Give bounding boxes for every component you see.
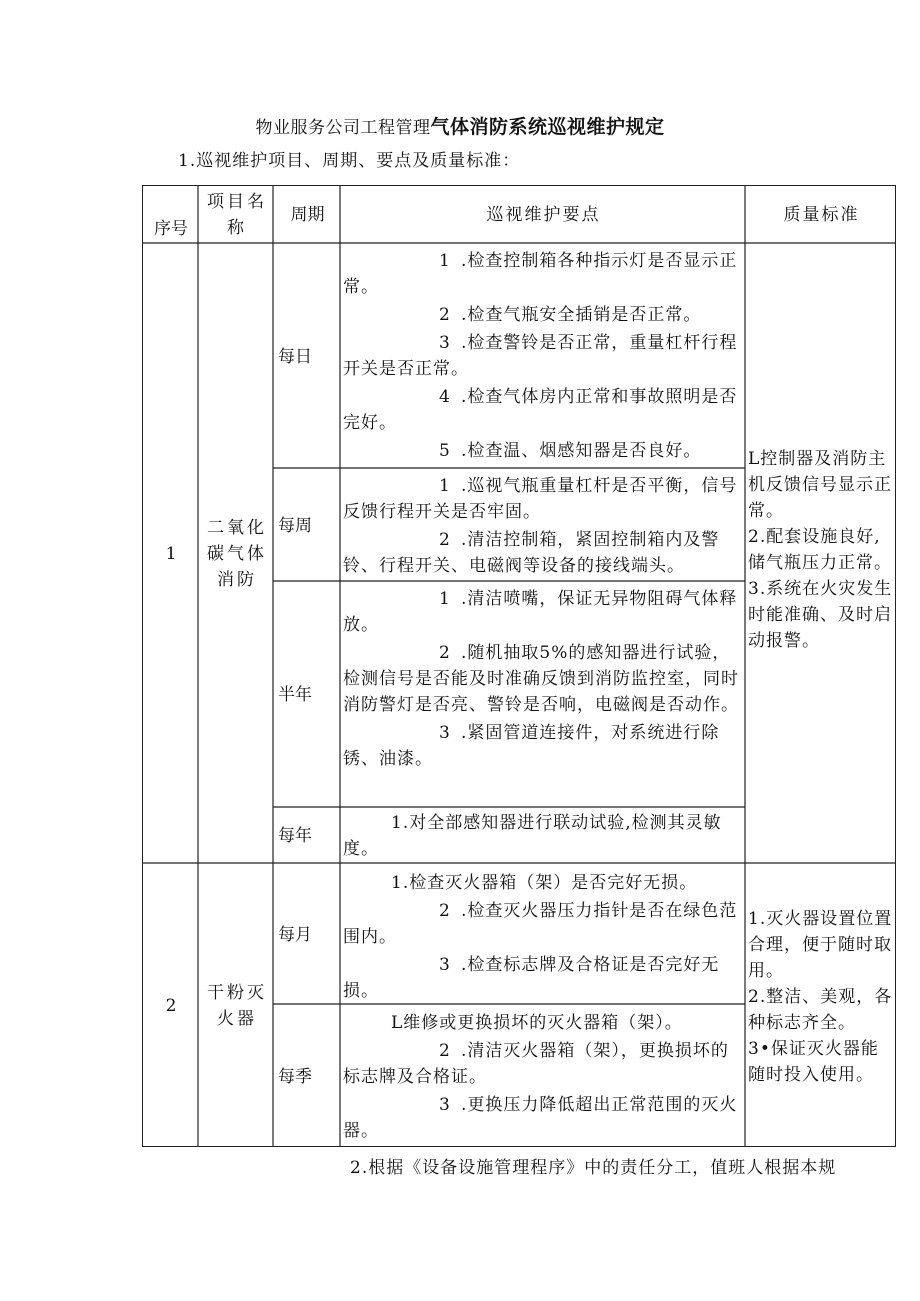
- header-points-label: 巡视维护要点: [486, 205, 601, 225]
- row1-standard: [748, 446, 896, 654]
- point-text: .清洁控制箱，紧固控制箱内及警铃、行程开关、电磁阀等设备的接线端头。: [343, 530, 720, 576]
- point-text: .更换压力降低超出正常范围的灭火器。: [343, 1095, 738, 1141]
- row1-points-weekly: [343, 473, 744, 579]
- point-item: [343, 330, 744, 382]
- header-cycle-label: 周期: [290, 205, 325, 225]
- point-item: [343, 720, 744, 772]
- point-num: 1: [439, 251, 451, 271]
- point-num: 2: [439, 1041, 451, 1061]
- point-num: 2: [439, 901, 451, 921]
- point-text: .紧固管道连接件，对系统进行除锈、油漆。: [343, 723, 720, 769]
- point-item: [343, 527, 744, 579]
- header-seq-label: 序号: [154, 219, 188, 239]
- header-name: [203, 186, 271, 244]
- point-text: .检查控制箱各种指示灯是否显示正常。: [343, 251, 738, 297]
- point-num: 3: [439, 955, 451, 975]
- point-num: 5: [439, 441, 451, 461]
- row2-seq: [143, 864, 199, 1148]
- point-text: 1.检查灭火器箱（架）是否完好无损。: [391, 873, 698, 893]
- row2-cycle-quarterly: [274, 1005, 341, 1148]
- point-item: [343, 870, 744, 896]
- row1-cycle-weekly: [274, 469, 341, 582]
- header-name-label: 项目名称: [207, 192, 267, 238]
- row1-points-halfyear: [343, 586, 744, 772]
- point-num: 2: [439, 305, 451, 325]
- standard-item: 2.整洁、美观，各种标志齐全。: [748, 987, 893, 1033]
- point-text: .检查温、烟感知器是否良好。: [461, 441, 702, 461]
- maintenance-table: [142, 185, 896, 1147]
- standard-item: 1.灭火器设置位置合理，便于随时取用。: [748, 909, 893, 981]
- row1-seq: [143, 244, 199, 864]
- point-text: L维修或更换损坏的灭火器箱（架）。: [391, 1013, 683, 1033]
- row1-cycle-daily: [274, 244, 341, 469]
- point-item: [343, 952, 744, 1004]
- cycle-label: 每年: [278, 826, 312, 846]
- point-item: [343, 248, 744, 300]
- point-text: .检查灭火器压力指针是否在绿色范围内。: [343, 901, 738, 947]
- title-main: 气体消防系统巡视维护规定: [430, 116, 665, 138]
- point-text: .清洁喷嘴，保证无异物阻碍气体释放。: [343, 589, 738, 635]
- row2-name: [205, 864, 269, 1148]
- point-text: .检查气瓶安全插销是否正常。: [461, 305, 702, 325]
- point-num: 1: [439, 589, 451, 609]
- row1-points-daily: [343, 248, 744, 464]
- point-text: .清洁灭火器箱（架），更换损坏的标志牌及合格证。: [343, 1041, 729, 1087]
- row2-cycle-monthly: [274, 864, 341, 1005]
- cycle-label: 每周: [278, 515, 312, 536]
- row1-name-value: 二氧化碳气体消防: [207, 518, 267, 590]
- point-num: 1: [439, 476, 451, 496]
- point-num: 2: [439, 643, 451, 663]
- point-item: [343, 898, 744, 950]
- document-title: [0, 112, 920, 139]
- footer-paragraph: 2.根据《设备设施管理程序》中的责任分工，值班人根据本规: [350, 1158, 837, 1178]
- row2-standard: [748, 906, 896, 1088]
- point-num: 4: [439, 387, 451, 407]
- cycle-label: 每日: [278, 346, 312, 367]
- header-standard-label: 质量标准: [783, 205, 860, 225]
- standard-item: 3.系统在火灾发生时能准确、及时启动报警。: [748, 579, 893, 651]
- point-text: .巡视气瓶重量杠杆是否平衡，信号反馈行程开关是否牢固。: [343, 476, 738, 522]
- point-num: 2: [439, 530, 451, 550]
- point-item: [343, 586, 744, 638]
- title-prefix: 物业服务公司工程管理: [255, 118, 431, 138]
- cycle-label: 半年: [278, 685, 312, 705]
- row1-cycle-yearly: [274, 808, 341, 864]
- point-item: [343, 384, 744, 436]
- point-item: [343, 640, 744, 718]
- point-item: [343, 810, 744, 862]
- row2-points-quarterly: [343, 1010, 744, 1144]
- point-text: .随机抽取5%的感知器进行试验，检测信号是否能及时准确反馈到消防监控室，同时消防警灯是否亮、警铃是否响，电磁阀是否动作。: [343, 643, 739, 715]
- point-num: 3: [439, 723, 451, 743]
- header-cycle: [274, 186, 341, 244]
- standard-item: 3•保证灭火器能随时投入使用。: [748, 1039, 879, 1085]
- point-item: [343, 438, 744, 464]
- row2-name-value: 干粉灭火器: [207, 983, 267, 1029]
- point-item: [343, 1038, 744, 1090]
- section-heading: 1.巡视维护项目、周期、要点及质量标准：: [178, 151, 521, 171]
- row1-seq-value: 1: [165, 544, 177, 564]
- point-num: 3: [439, 333, 451, 353]
- standard-item: 2.配套设施良好,储气瓶压力正常。: [748, 527, 892, 573]
- row1-cycle-halfyear: [274, 582, 341, 808]
- row1-name: [205, 244, 269, 864]
- row2-seq-value: 2: [165, 996, 177, 1016]
- standard-item: L控制器及消防主机反馈信号显示正常。: [748, 449, 892, 521]
- point-item: [343, 1092, 744, 1144]
- point-text: 1.对全部感知器进行联动试验,检测其灵敏度。: [343, 813, 722, 859]
- point-item: [343, 473, 744, 525]
- header-standard: [746, 186, 897, 244]
- point-num: 3: [439, 1095, 451, 1115]
- row1-points-yearly: [343, 810, 744, 862]
- header-seq: [143, 186, 199, 244]
- cycle-label: 每季: [278, 1066, 312, 1087]
- point-item: [343, 302, 744, 328]
- cycle-label: 每月: [278, 924, 312, 945]
- header-points: [341, 186, 746, 244]
- point-text: .检查气体房内正常和事故照明是否完好。: [343, 387, 738, 433]
- point-text: .检查标志牌及合格证是否完好无损。: [343, 955, 720, 1001]
- point-item: [343, 1010, 744, 1036]
- row2-points-monthly: [343, 870, 744, 1004]
- point-text: .检查警铃是否正常，重量杠杆行程开关是否正常。: [343, 333, 738, 379]
